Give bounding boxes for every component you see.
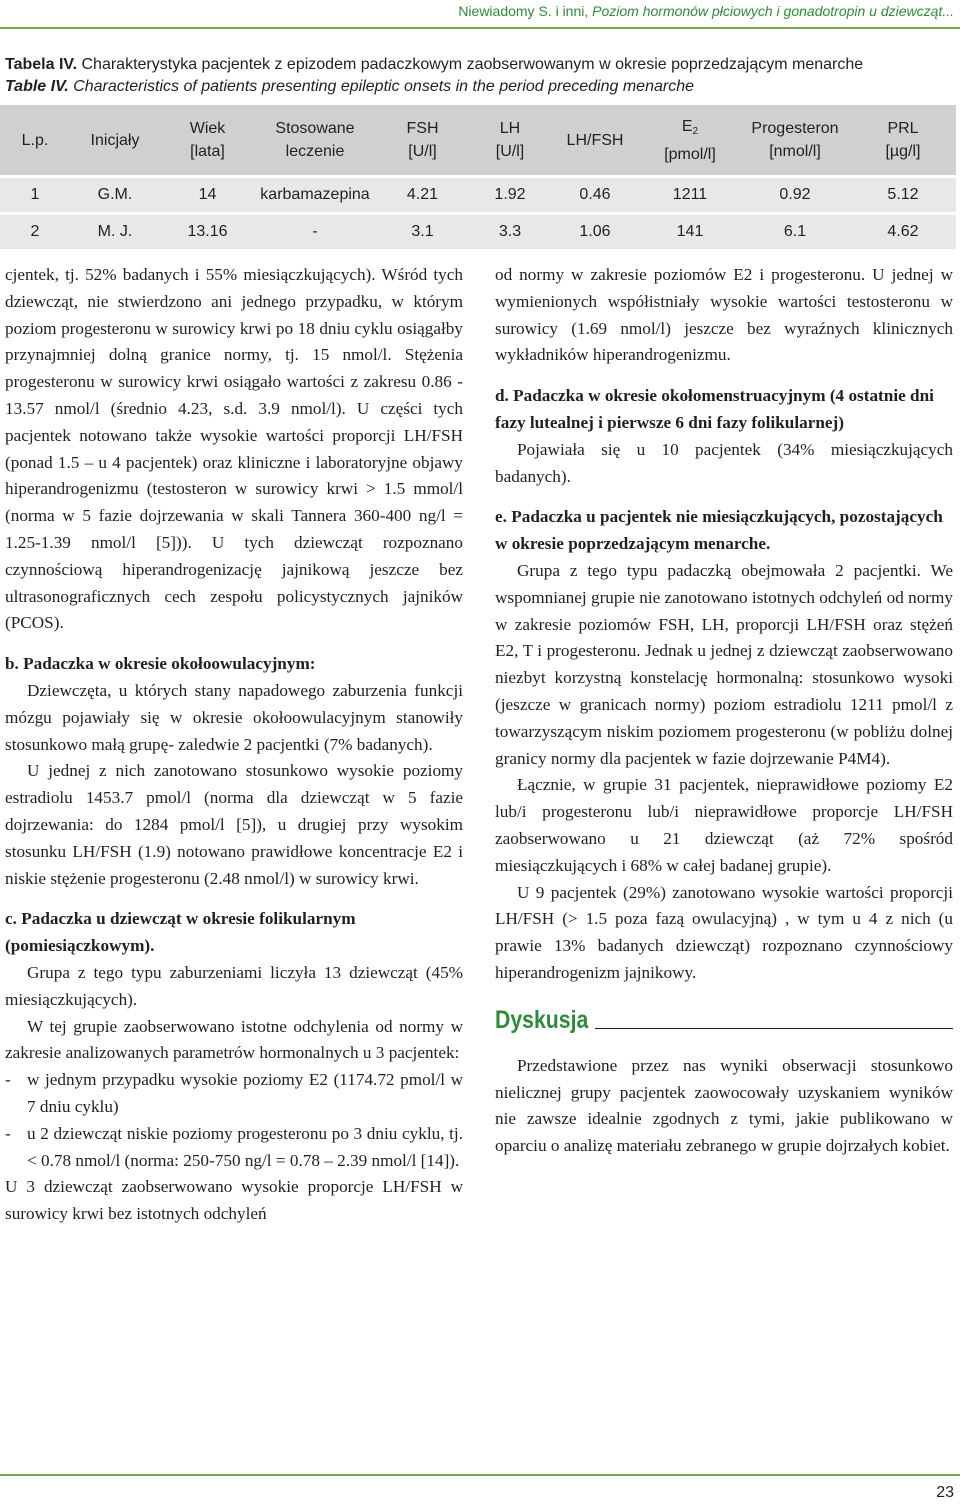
col-header: [740, 105, 850, 177]
list-item-text: u 2 dziewcząt niskie poziomy progesteronu po 3 dniu cyklu, tj. < 0.78 nmol/l (norma: 250-750 ng/l = 0.78 – 2.39 nmol/l [14]).: [27, 1123, 463, 1170]
paragraph: U 9 pacjentek (29%) zanotowano wysokie wartości proporcji LH/FSH (> 1.5 poza fazą owulacyjną) , w tym u 4 z nich (u prawie 13% badanych dziewcząt) rozpoznano czynnościowy hiperandrogenizm jajnikowy.: [495, 882, 953, 982]
col-header: [255, 105, 375, 177]
running-head: [458, 3, 954, 19]
col-header-line2: [nmol/l]: [769, 143, 821, 160]
col-header: [550, 105, 640, 177]
table-cell: 14: [160, 177, 255, 214]
table-cell: 1: [0, 177, 70, 214]
col-header-line1: Progesteron: [751, 120, 839, 137]
list-item-text: w jednym przypadku wysokie poziomy E2 (1174.72 pmol/l w 7 dniu cyklu): [27, 1070, 463, 1116]
table-cell: karbamazepina: [255, 177, 375, 214]
table-cell: M. J.: [70, 214, 160, 250]
section-heading-b: b. Padaczka w okresie okołoowulacyjnym:: [5, 654, 316, 674]
discussion-heading: [495, 1005, 953, 1035]
section-heading-c: c. Padaczka u dziewcząt w okresie folikularnym (pomiesiączkowym).: [5, 909, 356, 956]
table-row: [0, 214, 956, 250]
col-header: [160, 105, 255, 177]
table-row: [0, 177, 956, 214]
col-header: [375, 105, 470, 177]
col-header: [0, 105, 70, 177]
col-header-line1: Wiek: [189, 120, 226, 137]
header-rule: [0, 27, 960, 29]
list-item: [5, 1121, 463, 1175]
col-header: [850, 105, 956, 177]
hormone-table: [0, 105, 956, 249]
paragraph: Grupa z tego typu padaczką obejmowała 2 pacjentki. We wspomnianej grupie nie zanotowano istotnych odchyleń od normy w zakresie poziomów FSH, LH, proporcji LH/FSH oraz stężeń E2, T i progesteronu. Jednak u jednej z dziewcząt zaobserwowano niezbyt korzystną konstelację hormonalną: stosunkowo wysoki (jeszcze w granicach normy) poziom estradiolu 1211 pmol/l z towarzyszącym niskim poziomem progesteronu (w pobliżu dolnej granicy normy dla pacjentek w fazie dojrzewanie P4M4).: [495, 560, 953, 768]
col-header-subscript: 2: [692, 125, 699, 137]
col-header-line2: leczenie: [285, 143, 345, 160]
col-header: [470, 105, 550, 177]
table-cell: 3.1: [375, 214, 470, 250]
col-header-line2: [U/l]: [408, 143, 437, 160]
table-cell: 13.16: [160, 214, 255, 250]
col-header-line1: LH: [499, 120, 521, 137]
table-cell: G.M.: [70, 177, 160, 214]
list-item: [5, 1067, 463, 1121]
table-cell: 0.46: [550, 177, 640, 214]
paragraph: W tej grupie zaobserwowano istotne odchylenia od normy w zakresie analizowanych parametrów hormonalnych u 3 pacjentek:: [5, 1016, 463, 1063]
list-dash: -: [5, 1070, 11, 1090]
paragraph: cjentek, tj. 52% badanych i 55% miesiączkujących). Wśród tych dziewcząt, nie stwierdzono ani jednego przypadku, w którym poziom progesteronu w surowicy krwi po 18 dniu cyklu osiągałby przynajmniej dolną granice normy, tj. 15 nmol/l. Stężenia progesteronu w surowicy krwi osiągało wartości z zakresu 0.86 - 13.57 nmol/l (średnio 4.23, s.d. 3.9 nmol/l). U części tych pacjentek notowano także wysokie wartości proporcji LH/FSH (ponad 1.5 – u 4 pacjentek) oraz kliniczne i laboratoryjne objawy hiperandrogenizmu (testosteron w surowicy krwi > 1.5 mmol/l (norma w 5 fazie dojrzewania w skali Tannera 360-400 ng/l = 1.25-1.39 nmol/l [5])). U tych dziewcząt rozpoznano czynnościową hiperandrogenizację jajnikową jeszcze bez ultrasonograficznych cech zespołu policystycznych jajników (PCOS).: [5, 265, 463, 633]
table-cell: 0.92: [740, 177, 850, 214]
table-cell: 4.21: [375, 177, 470, 214]
col-header-line2: [µg/l]: [885, 143, 921, 160]
footer-rule: [0, 1474, 960, 1476]
caption-pl-text: Charakterystyka pacjentek z epizodem padaczkowym zaobserwowanym w okresie poprzedzającym menarche: [81, 56, 864, 73]
paragraph: Dziewczęta, u których stany napadowego zaburzenia funkcji mózgu pojawiały się w okresie okołoowulacyjnym stanowiły stosunkowo małą grupę- zaledwie 2 pacjentki (7% badanych).: [5, 680, 463, 754]
running-head-title: Poziom hormonów płciowych i gonadotropin u dziewcząt...: [592, 3, 954, 19]
col-header-line2: [lata]: [190, 143, 225, 160]
right-column: [495, 262, 953, 1160]
table-cell: 4.62: [850, 214, 956, 250]
col-header: [70, 105, 160, 177]
col-header-line1: FSH: [406, 120, 439, 137]
col-header-line1: E: [681, 117, 693, 135]
page-number: 23: [936, 1484, 954, 1501]
col-header: [640, 105, 740, 177]
discussion-rule: [595, 1028, 953, 1029]
paragraph: Grupa z tego typu zaburzeniami liczyła 13 dziewcząt (45% miesiączkujących).: [5, 962, 463, 1009]
table-cell: 1211: [640, 177, 740, 214]
paragraph: od normy w zakresie poziomów E2 i progesteronu. U jednej w wymienionych współistniały wysokie wartości testosteronu w surowicy (1.69 nmol/l) jeszcze bez wyraźnych klinicznych wykładników hiperandrogenizmu.: [495, 265, 953, 365]
paragraph: Łącznie, w grupie 31 pacjentek, nieprawidłowe poziomy E2 lub/i progesteronu lub/i nieprawidłowe proporcje LH/FSH zaobserwowano u 21 dziewcząt (aż 72% spośród miesiączkujących i 68% w całej badanej grupie).: [495, 775, 953, 875]
table-caption: [5, 54, 863, 98]
table-cell: 1.92: [470, 177, 550, 214]
col-header-line2: [pmol/l]: [664, 145, 716, 163]
table-cell: 6.1: [740, 214, 850, 250]
table-cell: 141: [640, 214, 740, 250]
left-column: [5, 262, 463, 1228]
discussion-title: Dyskusja: [495, 1005, 589, 1034]
col-header-line2: [U/l]: [495, 143, 525, 160]
col-header-line1: L.p.: [21, 131, 49, 149]
running-head-authors: Niewiadomy S. i inni,: [458, 3, 589, 19]
section-heading-e: e. Padaczka u pacjentek nie miesiączkujących, pozostających w okresie poprzedzającym menarche.: [495, 507, 943, 554]
section-heading-d: d. Padaczka w okresie okołomenstruacyjnym (4 ostatnie dni fazy lutealnej i pierwsze 6 dni fazy folikularnej): [495, 386, 934, 432]
caption-pl-label: Tabela IV.: [5, 56, 78, 73]
caption-en-label: Table IV.: [5, 78, 69, 95]
table-cell: 1.06: [550, 214, 640, 250]
paragraph: Przedstawione przez nas wyniki obserwacji stosunkowo nielicznej grupy pacjentek zaowocowały uzyskaniem wyników nie zawsze idealnie zgodnych z tymi, jakie publikowano w oparciu o analizę materiału zebranego w grupie dojrzałych kobiet.: [495, 1055, 953, 1156]
caption-en-text: Characteristics of patients presenting epileptic onsets in the period preceding menarche: [73, 78, 694, 95]
paragraph: U jednej z nich zanotowano stosunkowo wysokie poziomy estradiolu 1453.7 pmol/l (norma dla dziewcząt w 5 fazie dojrzewania: do 1284 pmol/l [5]), u drugiej przy wysokim stosunku LH/FSH (1.9) notowano prawidłowe koncentracje E2 i niskie stężenie progesteronu (2.48 nmol/l) w surowicy krwi.: [5, 761, 463, 888]
paragraph: Pojawiała się u 10 pacjentek (34% miesiączkujących badanych).: [495, 439, 953, 486]
col-header-line1: Inicjały: [90, 131, 140, 149]
col-header-line1: PRL: [887, 120, 919, 137]
col-header-line1: LH/FSH: [566, 131, 624, 149]
col-header-line1: Stosowane: [275, 120, 355, 137]
table-cell: 5.12: [850, 177, 956, 214]
table-cell: 3.3: [470, 214, 550, 250]
table-header-row: [0, 105, 956, 177]
table-cell: 2: [0, 214, 70, 250]
paragraph: U 3 dziewcząt zaobserwowano wysokie proporcje LH/FSH w surowicy krwi bez istotnych odchyleń: [5, 1177, 463, 1224]
table-cell: -: [255, 214, 375, 250]
list-dash: -: [5, 1123, 11, 1143]
